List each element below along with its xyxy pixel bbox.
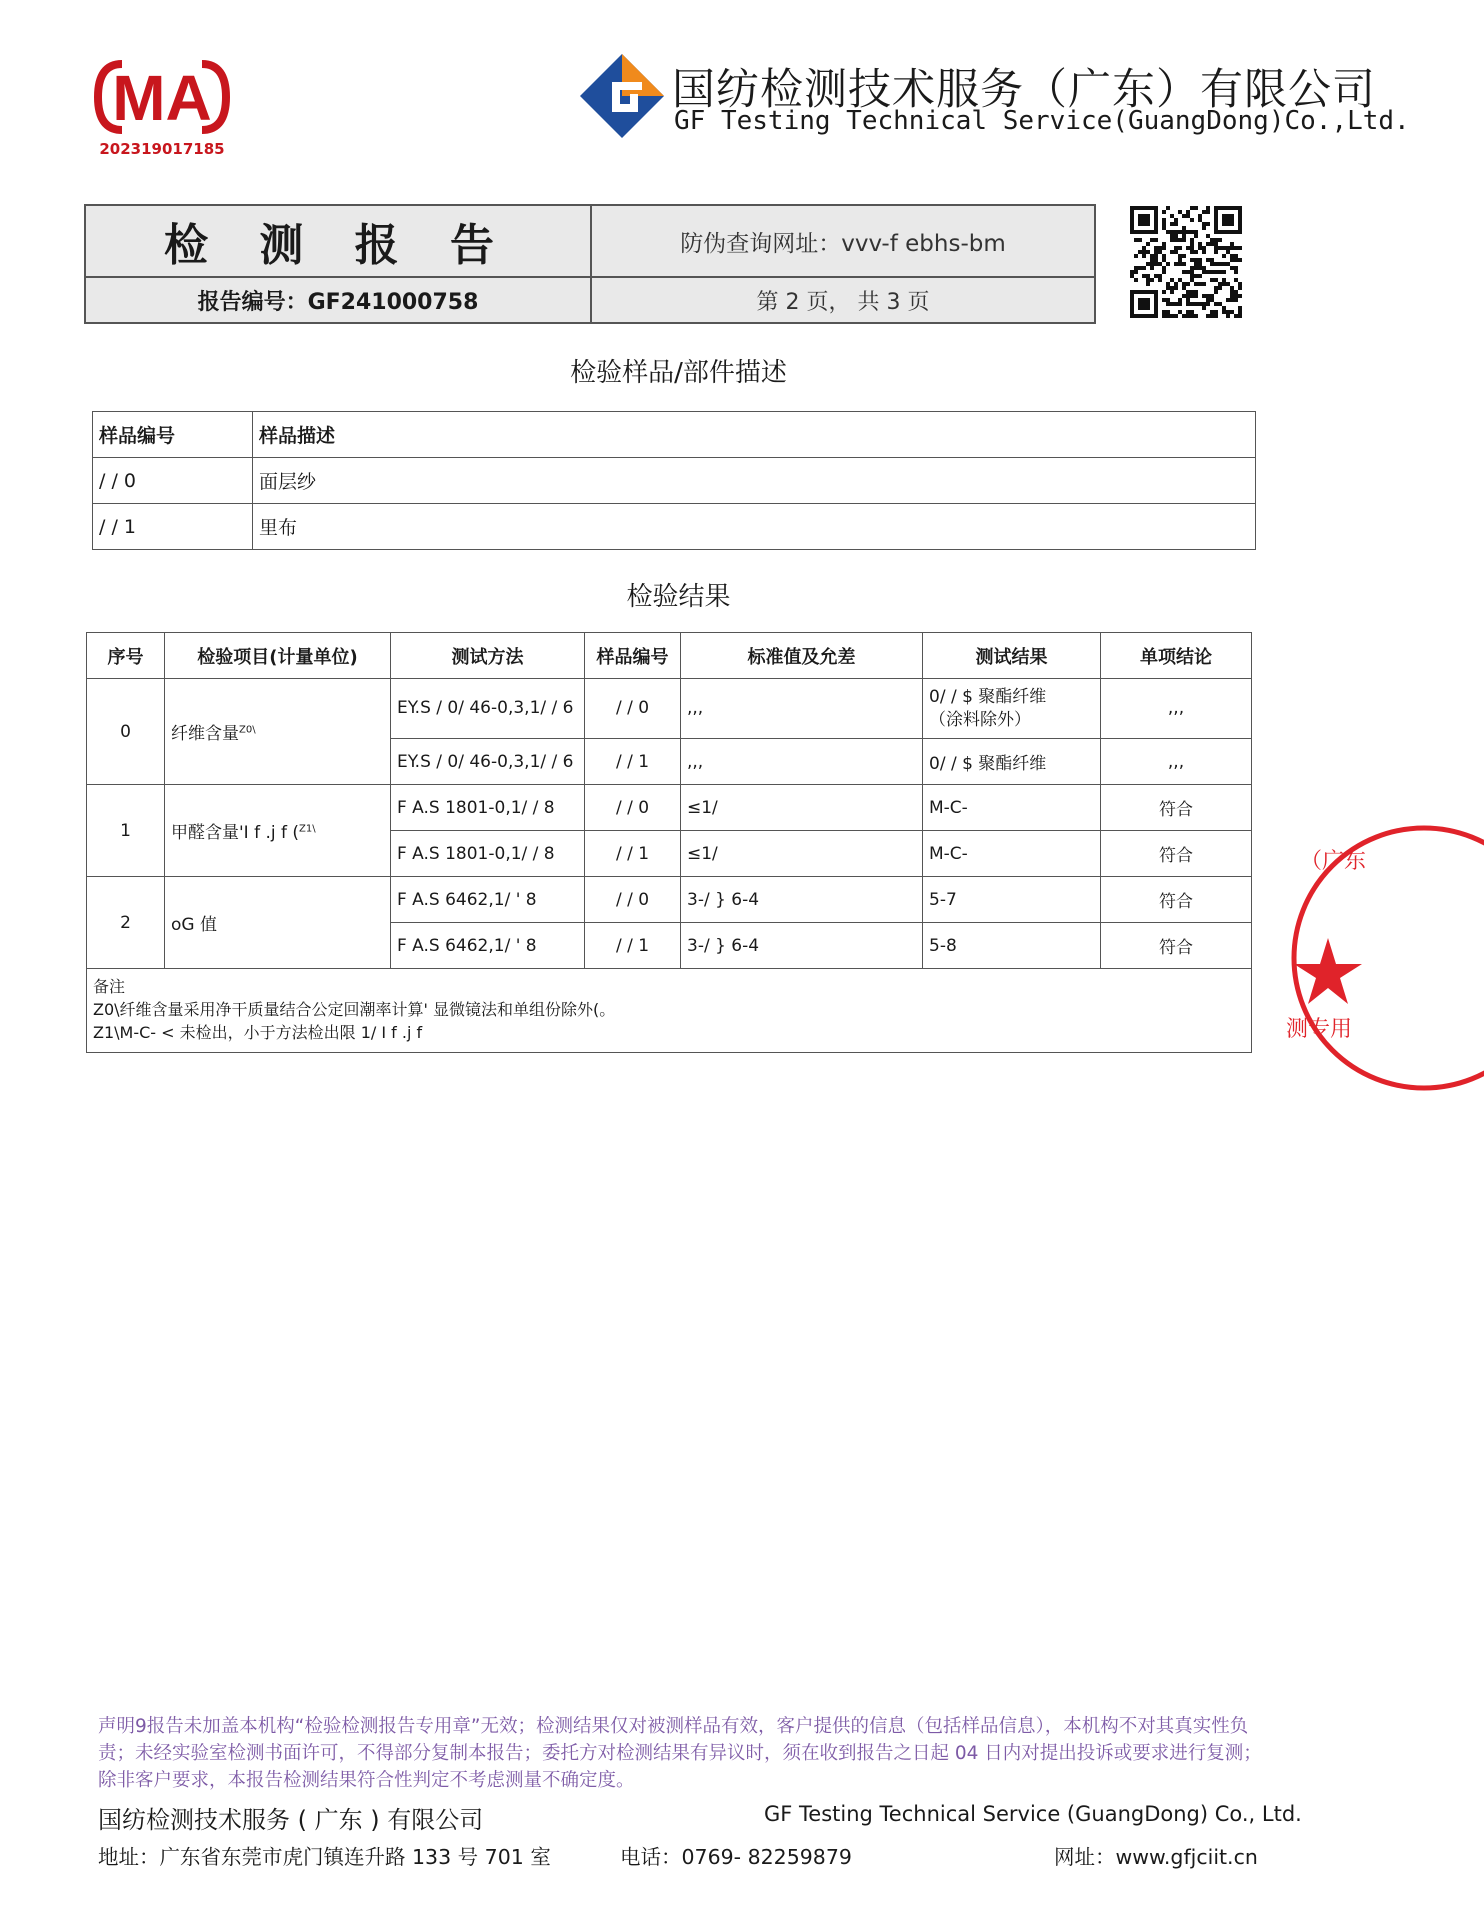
test-method: F A.S 6462,1/ ' 8 bbox=[391, 923, 585, 969]
table-row bbox=[87, 679, 1252, 739]
test-item-label: oG 值 bbox=[171, 915, 217, 935]
table-header-row bbox=[93, 412, 1256, 458]
conclusion: 符合 bbox=[1101, 785, 1252, 831]
header-cell: 单项结论 bbox=[1101, 633, 1252, 679]
item-number: 2 bbox=[87, 877, 165, 969]
header-cell: 样品描述 bbox=[253, 412, 1256, 458]
gf-logo-icon bbox=[578, 52, 666, 140]
header-cell: 测试方法 bbox=[391, 633, 585, 679]
sample-id: / / 1 bbox=[585, 831, 681, 877]
test-method: EY.S / 0/ 46-0,3,1/ / 6 bbox=[391, 679, 585, 739]
notes-label: 备注 bbox=[93, 977, 126, 996]
footer-company-en: GF Testing Technical Service (GuangDong) Co., Ltd. bbox=[764, 1802, 1302, 1826]
test-item-note: Z1\ bbox=[299, 823, 316, 835]
test-result-line: 0/ / $ 聚酯纤维 bbox=[929, 686, 1047, 707]
cma-number: 202319017185 bbox=[99, 140, 225, 158]
header-cell: 标准值及允差 bbox=[681, 633, 923, 679]
report-number: 报告编号：GF241000758 bbox=[86, 278, 592, 322]
company-name-en: GF Testing Technical Service(GuangDong)Co.,Ltd. bbox=[674, 106, 1410, 136]
notes-row bbox=[87, 969, 1252, 1053]
standard-value: ≤1/ bbox=[681, 831, 923, 877]
footer-website: 网址：www.gfjciit.cn bbox=[1054, 1845, 1258, 1869]
report-header bbox=[84, 204, 1096, 324]
test-result bbox=[923, 679, 1101, 739]
test-method: F A.S 1801-0,1/ / 8 bbox=[391, 785, 585, 831]
header-cell: 样品编号 bbox=[93, 412, 253, 458]
header-cell: 测试结果 bbox=[923, 633, 1101, 679]
test-item bbox=[165, 679, 391, 785]
test-result: 5-8 bbox=[923, 923, 1101, 969]
stamp-text-top: （广东 bbox=[1300, 849, 1367, 874]
test-result: M-C- bbox=[923, 785, 1101, 831]
company-name-cn: 国纺检测技术服务（广东）有限公司 bbox=[672, 65, 1376, 115]
standard-value: ,,, bbox=[681, 739, 923, 785]
table-header-row bbox=[87, 633, 1252, 679]
sample-section-title: 检验样品/部件描述 bbox=[570, 358, 787, 388]
table-row bbox=[87, 785, 1252, 831]
test-result: 0/ / $ 聚酯纤维 bbox=[923, 739, 1101, 785]
test-item bbox=[165, 877, 391, 969]
stamp-text-bottom: 测专用 bbox=[1286, 1017, 1353, 1042]
test-method: F A.S 6462,1/ ' 8 bbox=[391, 877, 585, 923]
notes-line: Z1\M-C- < 未检出，小于方法检出限 1/ I f .j f bbox=[93, 1023, 423, 1042]
sample-id: / / 1 bbox=[585, 739, 681, 785]
standard-value: ≤1/ bbox=[681, 785, 923, 831]
header-cell: 检验项目(计量单位) bbox=[165, 633, 391, 679]
test-result-line: （涂料除外） bbox=[929, 709, 1031, 730]
verify-url: 防伪查询网址：vvv-f ebhs-bm bbox=[592, 206, 1094, 278]
sample-table bbox=[92, 411, 1256, 550]
test-item bbox=[165, 785, 391, 877]
test-item-note: Z0\ bbox=[239, 724, 256, 736]
sample-id: / / 0 bbox=[93, 458, 253, 504]
test-method: EY.S / 0/ 46-0,3,1/ / 6 bbox=[391, 739, 585, 785]
conclusion: ,,, bbox=[1101, 739, 1252, 785]
test-result: 5-7 bbox=[923, 877, 1101, 923]
standard-value: 3-/ } 6-4 bbox=[681, 923, 923, 969]
item-number: 0 bbox=[87, 679, 165, 785]
notes-line: Z0\纤维含量采用净干质量结合公定回潮率计算' 显微镜法和单组份除外(。 bbox=[93, 1000, 616, 1019]
test-result: M-C- bbox=[923, 831, 1101, 877]
test-method: F A.S 1801-0,1/ / 8 bbox=[391, 831, 585, 877]
result-table bbox=[86, 632, 1252, 1053]
standard-value: ,,, bbox=[681, 679, 923, 739]
header-cell: 序号 bbox=[87, 633, 165, 679]
result-section-title: 检验结果 bbox=[626, 582, 731, 612]
sample-id: / / 0 bbox=[585, 785, 681, 831]
conclusion: 符合 bbox=[1101, 923, 1252, 969]
disclaimer-text: 声明9报告未加盖本机构“检验检测报告专用章”无效；检测结果仅对被测样品有效，客户提供的信息（包括样品信息），本机构不对其真实性负责；未经实验室检测书面许可，不得部分复制本报告；委托方对检测结果有异议时，须在收到报告之日起 04 日内对提出投诉或要求进行复测；除非客户要求，本报告检测结果符合性判定不考虑测量不确定度。 bbox=[98, 1716, 1262, 1791]
footer-address: 地址：广东省东莞市虎门镇连升路 133 号 701 室 bbox=[98, 1845, 551, 1869]
page-indicator: 第 2 页， 共 3 页 bbox=[592, 278, 1094, 322]
table-row bbox=[87, 877, 1252, 923]
sample-id: / / 1 bbox=[585, 923, 681, 969]
notes-cell bbox=[87, 969, 1252, 1053]
conclusion: ,,, bbox=[1101, 679, 1252, 739]
report-title: 检 测 报 告 bbox=[86, 206, 592, 278]
footer-company-cn: 国纺检测技术服务 ( 广东 ) 有限公司 bbox=[98, 1806, 484, 1834]
qr-code-icon bbox=[1130, 206, 1242, 318]
official-stamp bbox=[1284, 818, 1404, 1098]
sample-description: 里布 bbox=[253, 504, 1256, 550]
footer-phone: 电话：0769- 82259879 bbox=[620, 1845, 852, 1869]
ma-logo-text: MA bbox=[112, 62, 212, 134]
standard-value: 3-/ } 6-4 bbox=[681, 877, 923, 923]
item-number: 1 bbox=[87, 785, 165, 877]
sample-description: 面层纱 bbox=[253, 458, 1256, 504]
table-row bbox=[93, 504, 1256, 550]
header-cell: 样品编号 bbox=[585, 633, 681, 679]
test-item-label: 甲醛含量'I f .j f ( bbox=[171, 823, 300, 843]
test-item-label: 纤维含量 bbox=[171, 724, 239, 744]
sample-id: / / 0 bbox=[585, 679, 681, 739]
table-row bbox=[93, 458, 1256, 504]
sample-id: / / 0 bbox=[585, 877, 681, 923]
sample-id: / / 1 bbox=[93, 504, 253, 550]
conclusion: 符合 bbox=[1101, 877, 1252, 923]
conclusion: 符合 bbox=[1101, 831, 1252, 877]
